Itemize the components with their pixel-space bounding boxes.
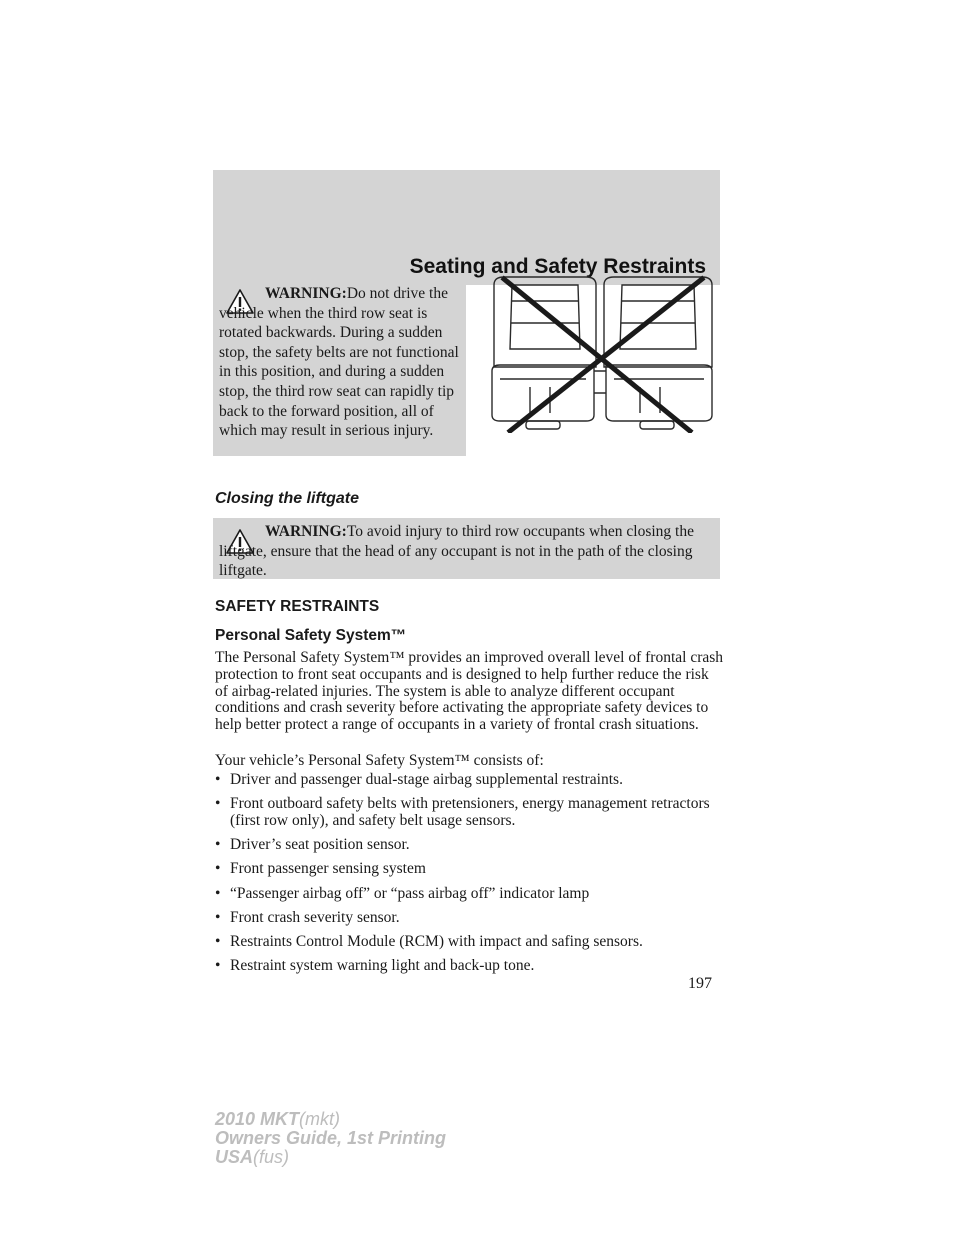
footer-line-3 <box>215 1148 446 1167</box>
consists-of-intro: Your vehicle’s Personal Safety System™ consists of: <box>215 752 544 769</box>
list-item <box>215 958 725 975</box>
bullet: • <box>215 957 221 975</box>
list-item <box>215 861 725 878</box>
warning-label: WARNING: <box>265 523 347 540</box>
list-item <box>215 772 725 789</box>
footer-region-code: (fus) <box>253 1147 290 1167</box>
bullet: • <box>215 836 221 854</box>
list-item-text: Driver’s seat position sensor. <box>230 836 410 854</box>
list-item <box>215 796 725 830</box>
bullet: • <box>215 932 221 950</box>
document-footer <box>215 1110 446 1167</box>
footer-line-1 <box>215 1110 446 1129</box>
section-title: Seating and Safety Restraints <box>409 255 706 278</box>
safety-restraints-heading: SAFETY RESTRAINTS <box>215 598 380 615</box>
warning-box-third-row <box>213 278 466 456</box>
bullet: • <box>215 860 221 878</box>
bullet: • <box>215 771 221 788</box>
list-item <box>215 910 725 927</box>
list-item <box>215 886 725 903</box>
footer-region: USA <box>215 1147 254 1167</box>
section-header-band <box>213 170 720 285</box>
safety-system-list <box>215 772 725 982</box>
warning-body: To avoid injury to third row occupants when closing the liftgate, ensure that the head of any occupant is not in the path of the closing liftgate. <box>219 523 694 580</box>
personal-safety-system-paragraph: The Personal Safety System™ provides an improved overall level of frontal crash protection to front seat occupants and is designed to help further reduce the risk of airbag-related injuries. The system is able to analyze different occupant conditions and crash severity before activating the appropriate safety devices to help better protect a range of occupants in a variety of frontal crash situations. <box>215 649 724 734</box>
list-item-text: Front outboard safety belts with pretensioners, energy management retractors (first row only), and safety belt usage sensors. <box>230 795 710 829</box>
list-item-text: Restraint system warning light and back-up tone. <box>230 957 535 975</box>
warning-text <box>219 522 713 581</box>
warning-body: Do not drive the vehicle when the third row seat is rotated backwards. During a sudden stop, the safety belts are not functional in this position, and during a sudden stop, the third row seat can rapidly tip back to the forward position, all of which may result in serious injury. <box>219 285 459 440</box>
page-number: 197 <box>688 975 712 992</box>
warning-label: WARNING: <box>265 285 347 302</box>
warning-text <box>219 284 459 441</box>
list-item-text: Driver and passenger dual-stage airbag supplemental restraints. <box>230 771 623 788</box>
bullet: • <box>215 795 221 813</box>
list-item-text: Front passenger sensing system <box>230 860 426 878</box>
list-item <box>215 837 725 854</box>
personal-safety-system-heading: Personal Safety System™ <box>215 627 407 644</box>
liftgate-heading: Closing the liftgate <box>215 490 359 507</box>
list-item-text: Restraints Control Module (RCM) with impact and safing sensors. <box>230 932 643 950</box>
footer-model-code: (mkt) <box>299 1109 341 1129</box>
footer-model: 2010 MKT <box>215 1109 300 1129</box>
crossed-out-seat-illustration <box>490 275 716 433</box>
bullet: • <box>215 908 221 926</box>
list-item-text: “Passenger airbag off” or “pass airbag off” indicator lamp <box>230 884 590 902</box>
warning-box-liftgate <box>213 518 720 579</box>
list-item-text: Front crash severity sensor. <box>230 908 400 926</box>
footer-line-2: Owners Guide, 1st Printing <box>215 1128 447 1148</box>
list-item <box>215 934 725 951</box>
bullet: • <box>215 884 221 902</box>
